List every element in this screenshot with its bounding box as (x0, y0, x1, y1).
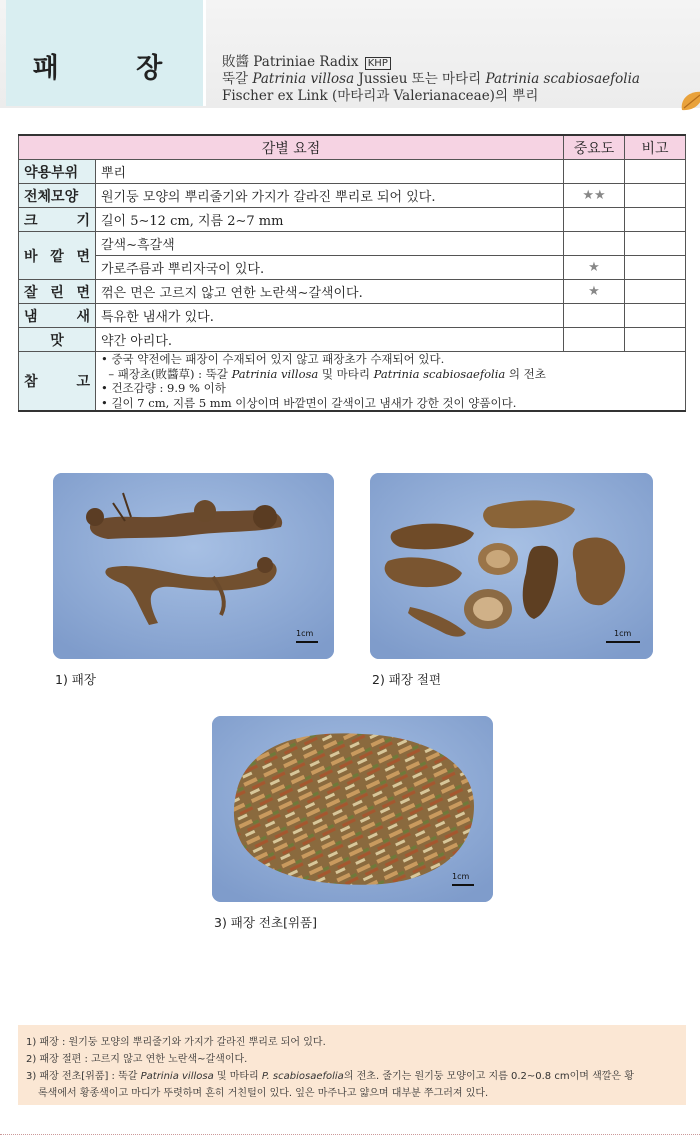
footer-line: 1) 패장 : 원기둥 모양의 뿌리줄기와 가지가 갈라진 뿌리로 되어 있다. (26, 1037, 326, 1048)
species-name: Patrinia villosa (140, 1071, 214, 1082)
table-row (19, 256, 686, 280)
identification-table (18, 134, 686, 412)
table-row (19, 232, 686, 256)
title-box (6, 0, 206, 106)
root-image (53, 473, 334, 659)
photo-whole-herb-adulterant (212, 716, 493, 902)
table-header-row (19, 135, 686, 160)
importance-stars: ★★ (564, 184, 625, 208)
bottom-divider (0, 1134, 700, 1135)
page-title: 패 장 (32, 53, 197, 84)
reference-text (96, 352, 686, 412)
table-row (19, 208, 686, 232)
table-row (19, 280, 686, 304)
khp-badge: KHP (365, 57, 391, 70)
ref-text: 및 마타리 (318, 366, 374, 381)
footer-text: 3) 패장 전초[위품] : 뚝갈 (26, 1071, 141, 1082)
footer-text: 및 마타리 (213, 1071, 262, 1082)
importance-stars (564, 208, 625, 232)
caption-1: 1) 패장 (55, 672, 96, 687)
row-text: 가로주름과 뿌리자국이 있다. (96, 256, 564, 280)
ref-text: – 패장초(敗醬草) : 뚝갈 (108, 366, 232, 381)
remarks-cell (625, 280, 686, 304)
scale-label: 1cm (452, 872, 470, 881)
importance-stars: ★ (564, 280, 625, 304)
row-text: 갈색∼흑갈색 (96, 232, 564, 256)
photo-whole-root (53, 473, 334, 659)
row-label: 맛 (19, 328, 96, 352)
row-text: 원기둥 모양의 뿌리줄기와 가지가 갈라진 뿌리로 되어 있다. (96, 184, 564, 208)
photo-root-slices (370, 473, 653, 659)
reference-line: • 길이 7 cm, 지름 5 mm 이상이며 바깥면이 갈색이고 냄새가 강한 것이 양품이다. (101, 395, 517, 410)
row-label: 바 깥 면 (19, 232, 96, 280)
table-row-reference (19, 352, 686, 412)
reference-label: 참 고 (19, 352, 96, 412)
header-text: Jussieu 또는 마타리 (354, 71, 486, 87)
slices-image (370, 473, 653, 659)
caption-2: 2) 패장 절편 (372, 672, 442, 687)
species-name: Patrinia villosa (231, 366, 319, 381)
row-text: 길이 5∼12 cm, 지름 2∼7 mm (96, 208, 564, 232)
row-text: 뿌리 (96, 160, 564, 184)
row-text: 약간 아리다. (96, 328, 564, 352)
remarks-cell (625, 328, 686, 352)
caption-3: 3) 패장 전초[위품] (214, 915, 317, 930)
header-importance: 중요도 (564, 135, 625, 160)
importance-stars (564, 328, 625, 352)
footer-notes (18, 1025, 686, 1105)
header-remarks: 비고 (625, 135, 686, 160)
species-name: Patrinia scabiosaefolia (485, 71, 640, 87)
footer-text: 의 전초. 줄기는 원기둥 모양이고 지름 0.2~0.8 cm이며 색깔은 황 (343, 1071, 634, 1082)
importance-stars (564, 160, 625, 184)
header-text: 뚝갈 (222, 71, 253, 87)
importance-stars (564, 304, 625, 328)
footer-line: 록색에서 황종색이고 마디가 뚜렷하며 흔히 거친털이 있다. 잎은 마주나고 얇으며 대부분 쭈그러져 있다. (38, 1088, 489, 1099)
table-row (19, 328, 686, 352)
row-label: 약용부위 (19, 160, 96, 184)
footer-line (26, 1067, 634, 1082)
table-row (19, 304, 686, 328)
remarks-cell (625, 184, 686, 208)
importance-stars: ★ (564, 256, 625, 280)
species-name: Patrinia scabiosaefolia (373, 366, 506, 381)
remarks-cell (625, 232, 686, 256)
scale-label: 1cm (614, 629, 632, 638)
table-row (19, 184, 686, 208)
importance-stars (564, 232, 625, 256)
header-key-points: 감별 요점 (19, 135, 564, 160)
remarks-cell (625, 304, 686, 328)
remarks-cell (625, 256, 686, 280)
leaf-icon (678, 86, 700, 112)
row-label: 전체모양 (19, 184, 96, 208)
remarks-cell (625, 208, 686, 232)
row-label: 잘 린 면 (19, 280, 96, 304)
scale-label: 1cm (296, 629, 314, 638)
header-line-3: Fischer ex Link (마타리과 Valerianaceae)의 뿌리 (222, 88, 539, 104)
row-label: 냄 새 (19, 304, 96, 328)
footer-line: 2) 패장 절편 : 고르지 않고 연한 노란색~갈색이다. (26, 1054, 248, 1065)
row-text: 꺾은 면은 고르지 않고 연한 노란색∼갈색이다. (96, 280, 564, 304)
herb-image (212, 716, 493, 902)
remarks-cell (625, 160, 686, 184)
species-name: P. scabiosaefolia (261, 1071, 344, 1082)
ref-text: 의 전초 (505, 366, 546, 381)
reference-line (101, 367, 680, 382)
table-row (19, 160, 686, 184)
reference-line: • 중국 약전에는 패장이 수재되어 있지 않고 패장초가 수재되어 있다. (101, 352, 445, 366)
species-name: Patrinia villosa (252, 71, 355, 87)
latin-name: 敗醬 Patriniae Radix (222, 54, 359, 70)
reference-line: • 건조감량 : 9.9 % 이하 (101, 381, 226, 395)
row-text: 특유한 냄새가 있다. (96, 304, 564, 328)
row-label: 크 기 (19, 208, 96, 232)
